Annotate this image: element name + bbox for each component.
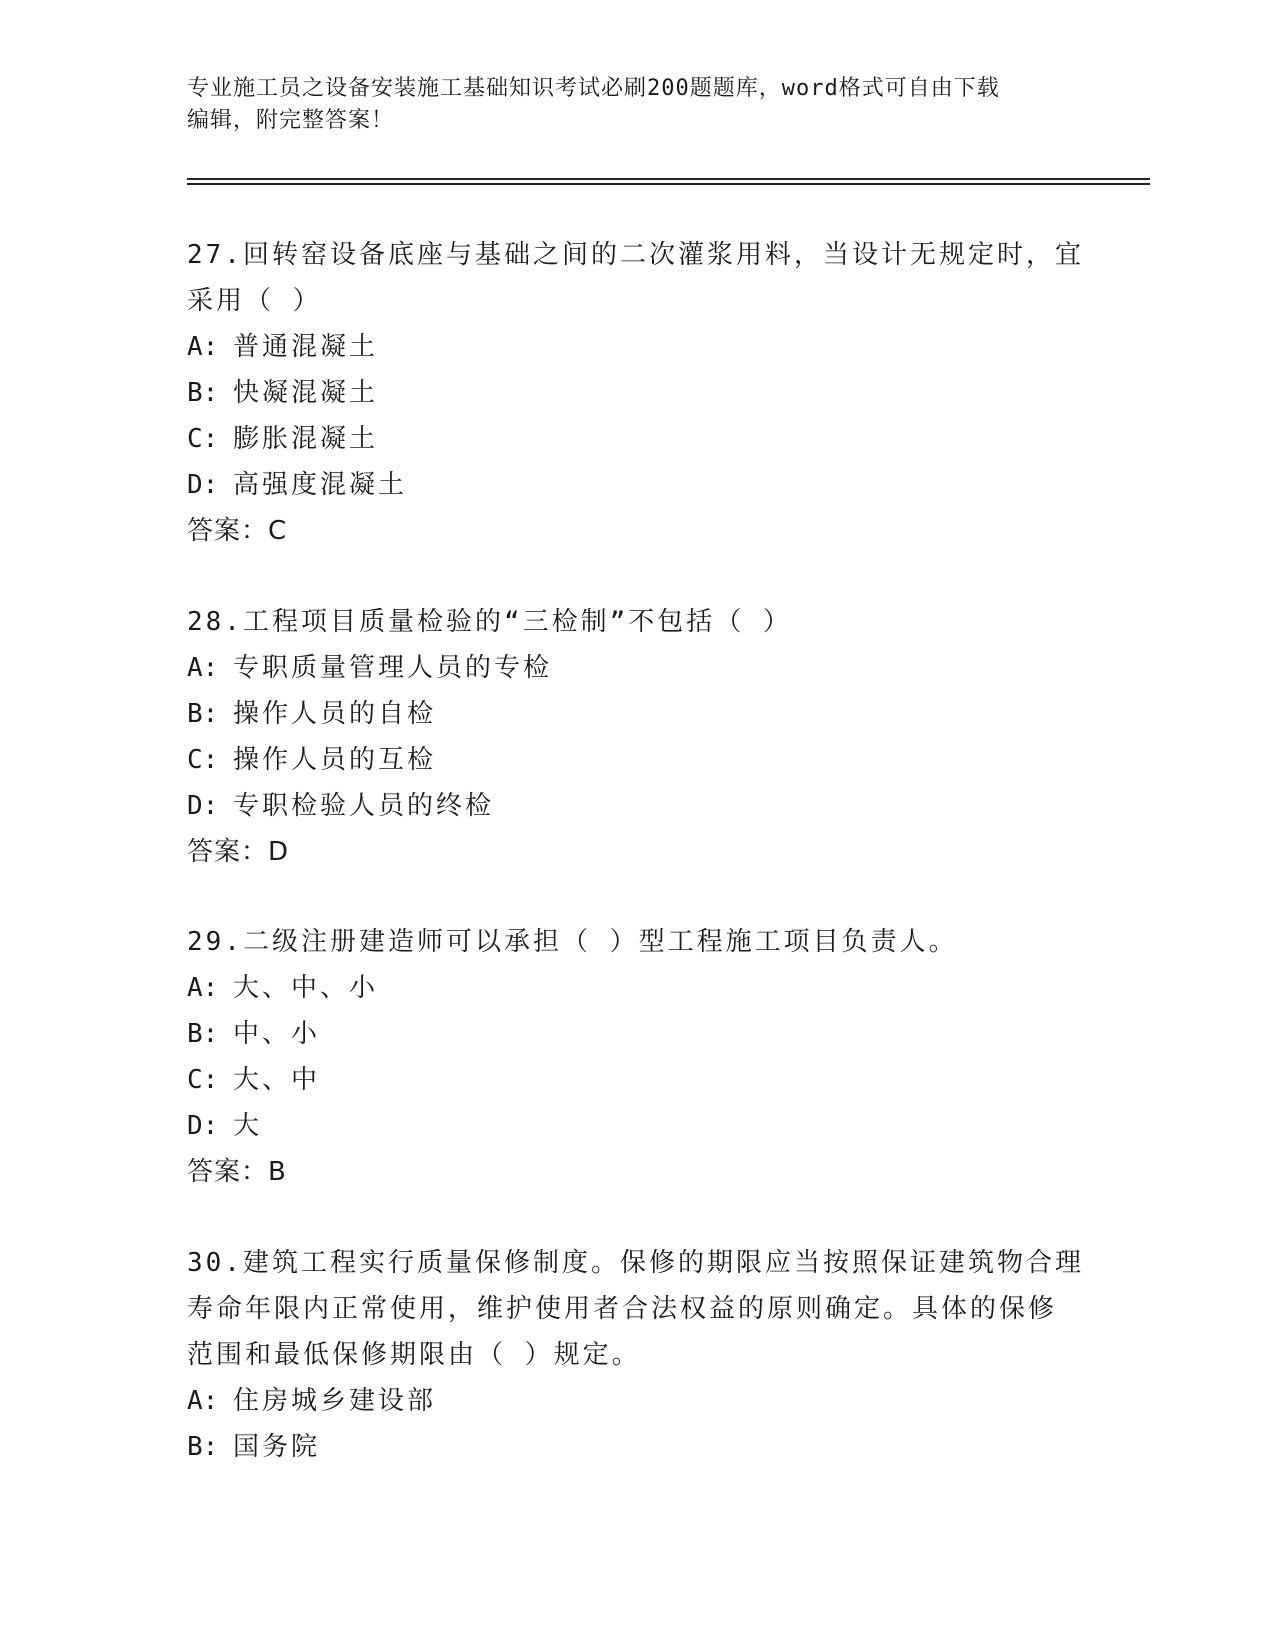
option-letter: B: xyxy=(187,378,219,408)
option-c xyxy=(187,737,1087,783)
option-d xyxy=(187,1103,1087,1149)
answer-line: 答案：B xyxy=(187,1157,287,1187)
option-text: 操作人员的自检 xyxy=(233,699,437,729)
option-letter: D: xyxy=(187,470,219,500)
document-header xyxy=(187,73,1087,137)
option-b xyxy=(187,1424,1087,1470)
question-30 xyxy=(187,1240,1087,1470)
option-text: 高强度混凝土 xyxy=(233,470,408,500)
option-text: 住房城乡建设部 xyxy=(233,1386,437,1416)
question-27 xyxy=(187,232,1087,554)
option-text: 国务院 xyxy=(233,1432,321,1462)
option-letter: B: xyxy=(187,699,219,729)
question-28 xyxy=(187,599,1087,875)
option-a xyxy=(187,965,1087,1011)
header-line-1: 专业施工员之设备安装施工基础知识考试必刷200题题库，word格式可自由下载 xyxy=(187,76,1000,101)
question-text-line: 寿命年限内正常使用，维护使用者合法权益的原则确定。具体的保修 xyxy=(187,1294,1058,1324)
question-text-line: 27.回转窑设备底座与基础之间的二次灌浆用料，当设计无规定时，宜 xyxy=(187,240,1084,270)
option-letter: B: xyxy=(187,1432,219,1462)
option-text: 专职质量管理人员的专检 xyxy=(233,653,553,683)
option-letter: D: xyxy=(187,791,219,821)
option-a xyxy=(187,645,1087,691)
option-letter: B: xyxy=(187,1019,219,1049)
option-a xyxy=(187,1378,1087,1424)
option-b xyxy=(187,1011,1087,1057)
option-text: 大、中、小 xyxy=(233,973,379,1003)
option-text: 中、小 xyxy=(233,1019,321,1049)
option-text: 专职检验人员的终检 xyxy=(233,791,495,821)
option-b xyxy=(187,691,1087,737)
header-line-2: 编辑，附完整答案！ xyxy=(187,108,395,133)
header-divider-top xyxy=(187,178,1150,180)
option-d xyxy=(187,462,1087,508)
option-text: 操作人员的互检 xyxy=(233,745,437,775)
option-text: 大、中 xyxy=(233,1065,321,1095)
option-c xyxy=(187,416,1087,462)
answer-line: 答案：D xyxy=(187,837,290,867)
option-letter: D: xyxy=(187,1111,219,1141)
option-a xyxy=(187,324,1087,370)
option-text: 大 xyxy=(233,1111,263,1141)
option-d xyxy=(187,783,1087,829)
question-text-line: 30.建筑工程实行质量保修制度。保修的期限应当按照保证建筑物合理 xyxy=(187,1248,1084,1278)
option-b xyxy=(187,370,1087,416)
question-text-line: 采用（ ） xyxy=(187,286,322,316)
option-letter: A: xyxy=(187,1386,219,1416)
option-letter: C: xyxy=(187,424,219,454)
option-text: 快凝混凝土 xyxy=(233,378,379,408)
question-29 xyxy=(187,919,1087,1195)
question-text-line: 范围和最低保修期限由（ ）规定。 xyxy=(187,1340,641,1370)
option-letter: A: xyxy=(187,332,219,362)
option-text: 普通混凝土 xyxy=(233,332,379,362)
option-letter: A: xyxy=(187,653,219,683)
option-text: 膨胀混凝土 xyxy=(233,424,379,454)
option-letter: A: xyxy=(187,973,219,1003)
option-c xyxy=(187,1057,1087,1103)
header-divider-bottom xyxy=(187,183,1150,185)
question-text-line: 28.工程项目质量检验的“三检制”不包括（ ） xyxy=(187,607,792,637)
option-letter: C: xyxy=(187,745,219,775)
question-text-line: 29.二级注册建造师可以承担（ ）型工程施工项目负责人。 xyxy=(187,927,958,957)
answer-line: 答案：C xyxy=(187,516,288,546)
option-letter: C: xyxy=(187,1065,219,1095)
